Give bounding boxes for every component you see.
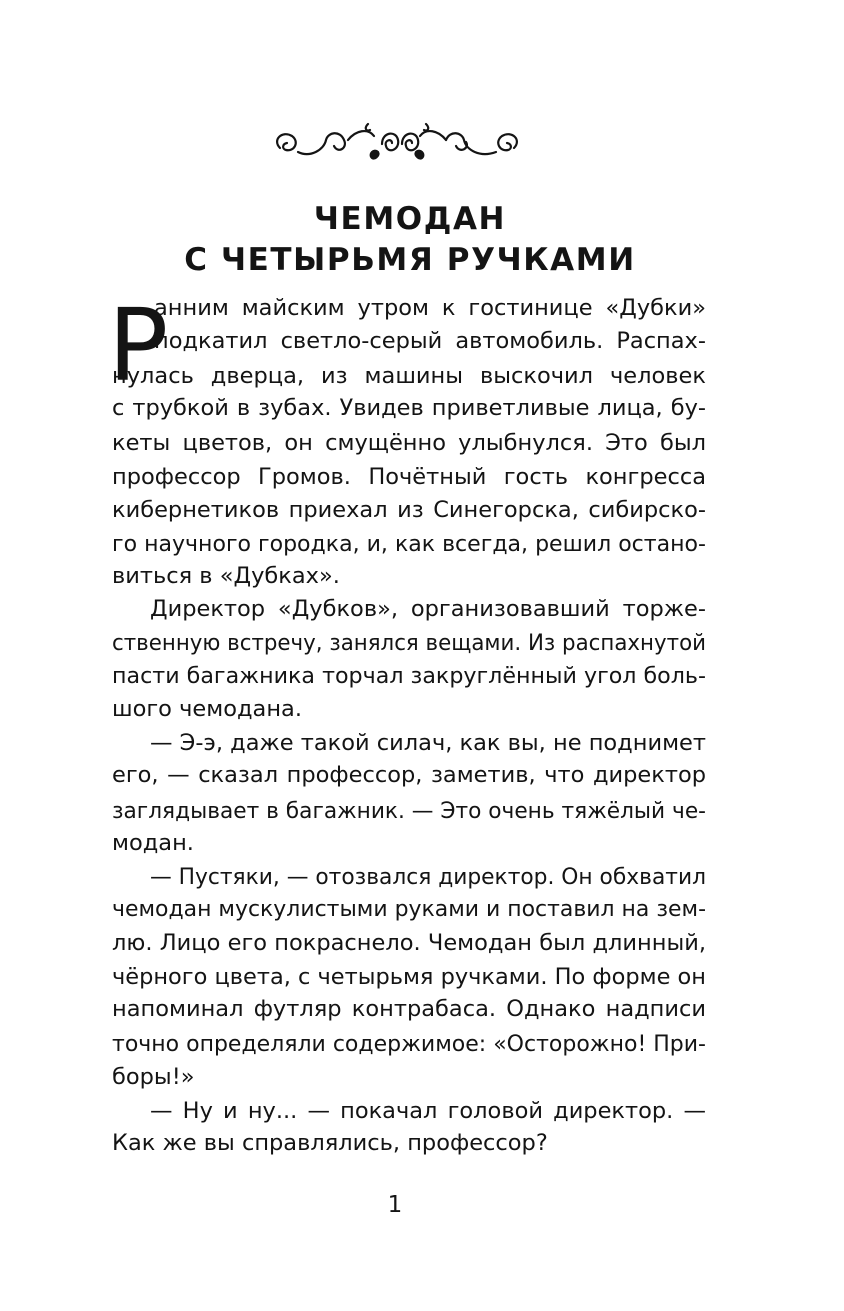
drop-cap: Р: [108, 287, 169, 404]
text-line: — Пустяки, — отозвался директор. Он обхватил: [150, 864, 706, 890]
text-line: заглядывает в багажник. — Это очень тяжёлый че-: [112, 798, 706, 824]
text-line: боры!»: [112, 1064, 195, 1090]
text-line: нулась дверца, из машины выскочил человек: [112, 363, 706, 389]
text-line: го научного городка, и, как всегда, решил остано-: [112, 531, 706, 557]
text-line: — Э-э, даже такой силач, как вы, не поднимет: [150, 730, 706, 756]
chapter-title-line-1: ЧЕМОДАН: [313, 201, 507, 237]
text-line: чёрного цвета, с четырьмя ручками. По форме он: [112, 964, 706, 990]
text-line: анним майским утром к гостинице «Дубки»: [154, 295, 706, 321]
text-line: виться в «Дубках».: [112, 563, 340, 589]
text-line: кеты цветов, он смущённо улыбнулся. Это был: [112, 430, 706, 456]
text-line: Как же вы справлялись, профессор?: [112, 1130, 548, 1156]
page-number: 1: [387, 1192, 403, 1218]
text-line: его, — сказал профессор, заметив, что директор: [112, 762, 706, 788]
text-line: пасти багажника торчал закруглённый угол боль-: [112, 663, 706, 689]
text-line: напоминал футляр контрабаса. Однако надписи: [112, 996, 706, 1022]
text-line: точно определяли содержимое: «Осторожно! При-: [112, 1031, 706, 1057]
text-line: Директор «Дубков», организовавший торже-: [150, 596, 706, 622]
text-line: ственную встречу, занялся вещами. Из распахнутой: [112, 630, 706, 656]
text-line: профессор Громов. Почётный гость конгресса: [112, 464, 706, 490]
chapter-title-line-2: С ЧЕТЫРЬМЯ РУЧКАМИ: [184, 242, 636, 278]
text-line: с трубкой в зубах. Увидев приветливые лица, бу-: [112, 395, 706, 421]
text-line: шого чемодана.: [112, 696, 302, 722]
decorative-ornament-icon: [270, 118, 524, 170]
text-line: чемодан мускулистыми руками и поставил на зем-: [112, 896, 706, 922]
text-line: подкатил светло-серый автомобиль. Распах-: [154, 328, 706, 354]
text-line: лю. Лицо его покраснело. Чемодан был длинный,: [112, 930, 706, 956]
text-line: модан.: [112, 830, 194, 856]
text-line: — Ну и ну... — покачал головой директор. —: [150, 1098, 706, 1124]
text-line: кибернетиков приехал из Синегорска, сибирско-: [112, 497, 706, 523]
